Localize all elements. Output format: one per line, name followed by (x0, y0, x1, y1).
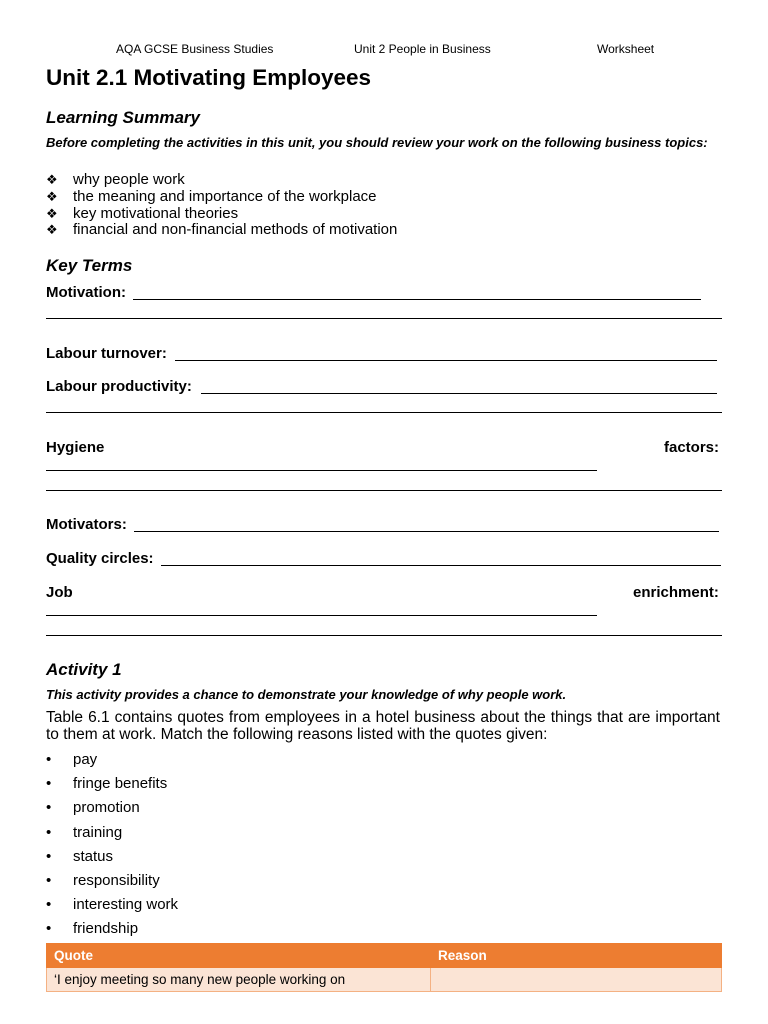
motivation-answer-line[interactable] (133, 299, 701, 300)
labour-productivity-answer-line[interactable] (46, 412, 722, 413)
term-motivators-label: Motivators: (46, 516, 127, 533)
table-header-row (47, 944, 722, 968)
hygiene-factors-answer-line[interactable] (46, 490, 722, 491)
term-labour-turnover-label: Labour turnover: (46, 345, 167, 362)
topic-list (46, 172, 397, 239)
job-enrichment-answer-line[interactable] (46, 615, 597, 616)
term-job-label: Job (46, 584, 73, 601)
list-item: • responsibility (46, 871, 160, 889)
learning-summary-intro: Before completing the activities in this unit, you should review your work on the following business topics: (46, 135, 708, 150)
bullet-icon: • (46, 920, 52, 938)
job-enrichment-answer-line[interactable] (46, 635, 722, 636)
bullet-icon: • (46, 847, 52, 865)
term-hygiene-label: Hygiene (46, 439, 105, 456)
motivation-answer-line[interactable] (46, 318, 722, 319)
list-item: • promotion (46, 799, 140, 817)
list-item: • friendship (46, 920, 139, 938)
labour-turnover-answer-line[interactable] (175, 360, 717, 361)
bullet-icon: • (46, 799, 52, 817)
activity-1-instructions: Table 6.1 contains quotes from employees in a hotel business about the things that are important to them at work. Match the following reasons listed with the quotes given: (46, 709, 720, 743)
bullet-icon: • (46, 751, 52, 768)
term-labour-productivity-label: Labour productivity: (46, 378, 192, 395)
term-quality-circles-label: Quality circles: (46, 550, 154, 567)
column-header-quote: Quote (47, 944, 431, 968)
list-item: ❖ the meaning and importance of the workplace (46, 187, 377, 205)
bullet-icon: • (46, 775, 52, 793)
term-motivation-label: Motivation: (46, 284, 126, 301)
list-item: • status (46, 847, 114, 865)
diamond-bullet-icon: ❖ (46, 172, 58, 187)
diamond-bullet-icon: ❖ (46, 188, 58, 204)
bullet-icon: • (46, 823, 52, 841)
labour-productivity-answer-line[interactable] (201, 393, 717, 394)
bullet-icon: • (46, 896, 52, 914)
learning-summary-heading: Learning Summary (46, 108, 200, 127)
term-factors-label: factors: (664, 439, 720, 456)
list-item: • training (46, 823, 123, 841)
bullet-icon: • (46, 871, 52, 889)
list-item: • interesting work (46, 896, 179, 914)
header-doc-type: Worksheet (597, 42, 655, 56)
activity-1-heading: Activity 1 (46, 660, 122, 679)
diamond-bullet-icon: ❖ (46, 205, 58, 221)
page-header (0, 42, 768, 58)
quote-cell: ‘I enjoy meeting so many new people working on (47, 968, 431, 992)
list-item: ❖ financial and non-financial methods of motivation (46, 221, 398, 239)
quotes-table (46, 943, 722, 992)
header-unit: Unit 2 People in Business (354, 42, 491, 56)
column-header-reason: Reason (431, 944, 722, 968)
hygiene-factors-answer-line[interactable] (46, 470, 597, 471)
term-enrichment-label: enrichment: (633, 584, 719, 601)
activity-1-description: This activity provides a chance to demonstrate your knowledge of why people work. (46, 687, 567, 702)
list-item: ❖ why people work (46, 171, 185, 188)
motivators-answer-line[interactable] (134, 531, 719, 532)
table-row (47, 968, 722, 992)
header-course: AQA GCSE Business Studies (116, 42, 274, 56)
list-item: • fringe benefits (46, 775, 168, 793)
page-title: Unit 2.1 Motivating Employees (46, 65, 372, 90)
key-terms-heading: Key Terms (46, 256, 133, 275)
quality-circles-answer-line[interactable] (161, 565, 721, 566)
list-item: • pay (46, 751, 98, 768)
list-item: ❖ key motivational theories (46, 204, 239, 222)
diamond-bullet-icon: ❖ (46, 222, 58, 238)
reasons-list (46, 750, 178, 944)
reason-cell[interactable] (431, 968, 722, 992)
